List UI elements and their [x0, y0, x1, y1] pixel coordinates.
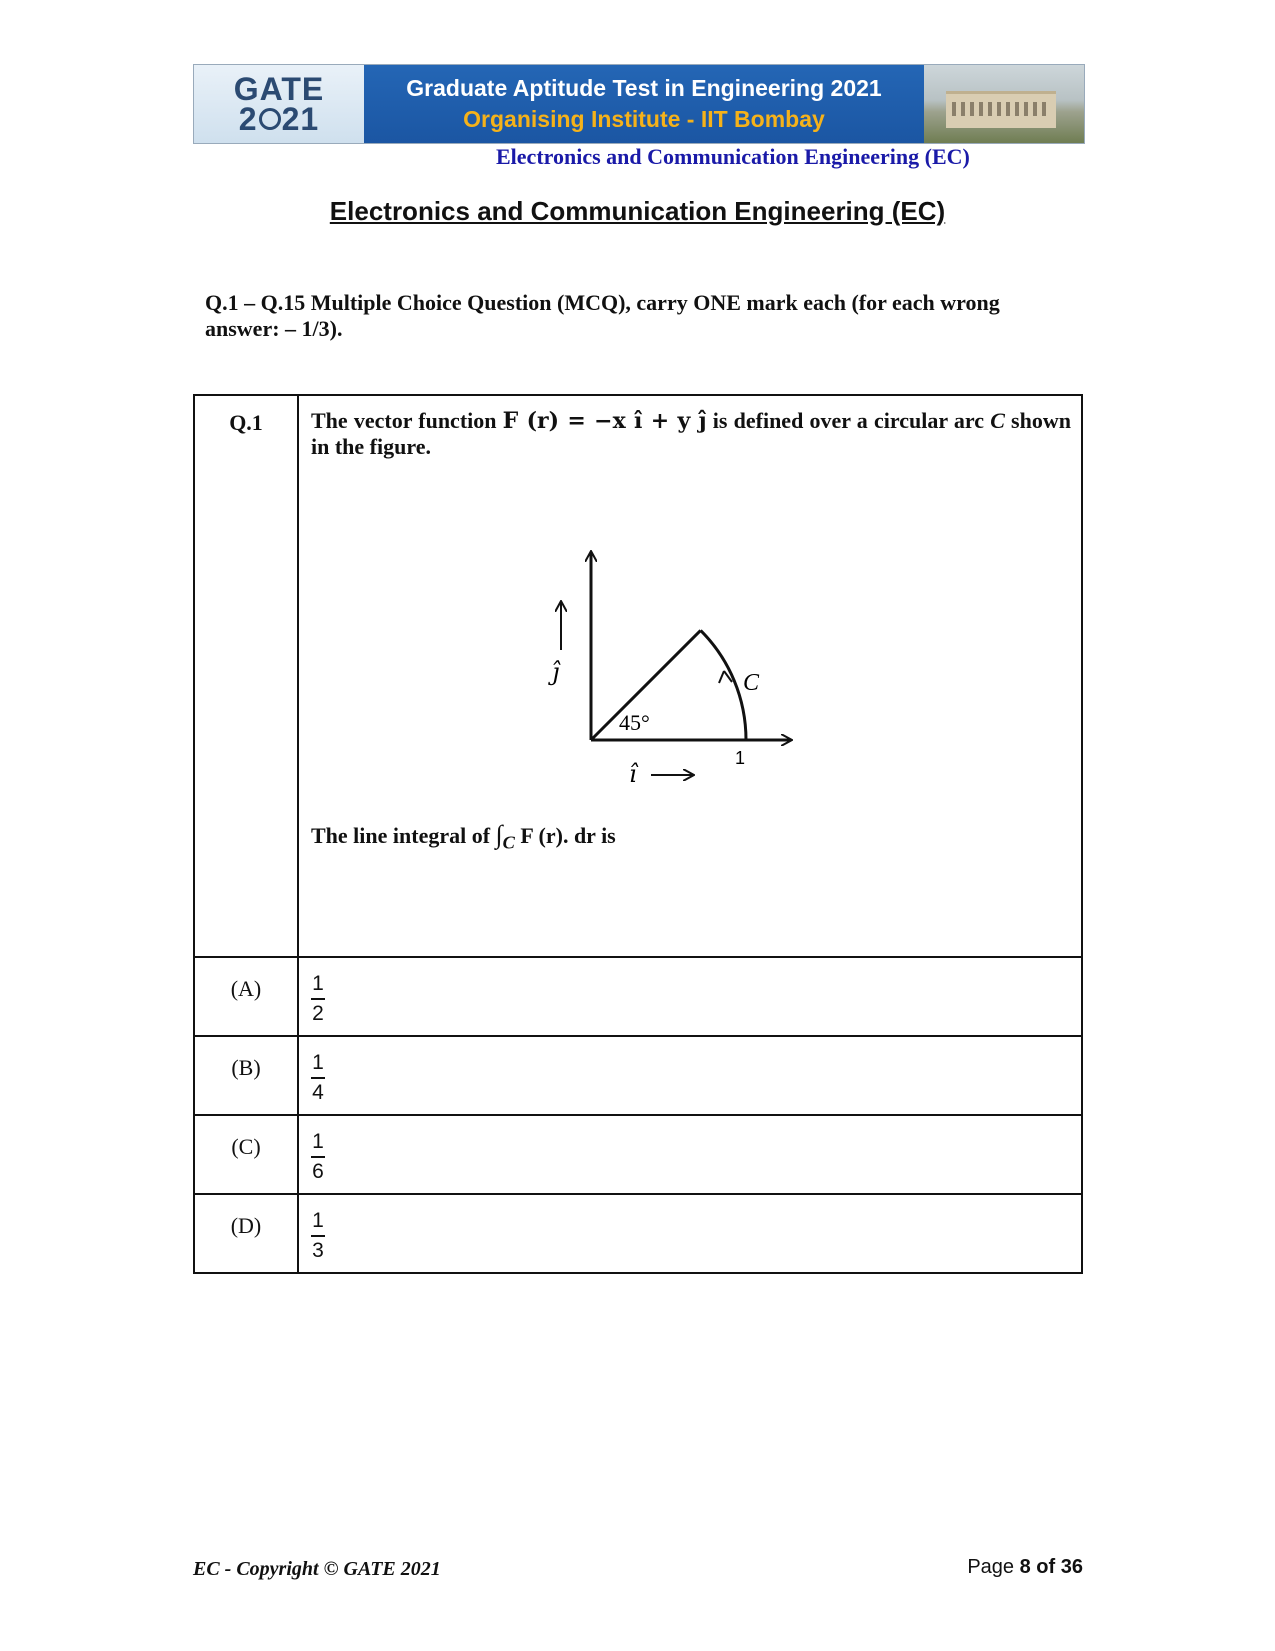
banner-title: Graduate Aptitude Test in Engineering 2021	[406, 75, 882, 101]
question-number: Q.1	[229, 410, 263, 435]
option-row	[194, 1194, 1082, 1273]
option-label: (B)	[194, 1036, 298, 1115]
option-row	[194, 957, 1082, 1036]
section-instructions: Q.1 – Q.15 Multiple Choice Question (MCQ), carry ONE mark each (for each wrong answer: – 1/3).	[205, 290, 1000, 341]
angle-label: 45°	[619, 710, 650, 735]
gate-logo	[194, 65, 364, 143]
option-label: (A)	[194, 957, 298, 1036]
footer-copyright: EC - Copyright © GATE 2021	[193, 1558, 441, 1580]
option-value	[298, 1115, 1082, 1194]
logo-word: GATE	[233, 70, 325, 107]
option-label: (C)	[194, 1115, 298, 1194]
arc-label: C	[743, 670, 760, 696]
logo-year-end: 21	[281, 101, 320, 137]
question-text: The vector function F (r) = −x î + y ĵ is defined over a circular arc C shown in the figure.	[311, 408, 1071, 459]
integral-subscript: C	[502, 832, 515, 853]
logo-year	[238, 101, 320, 137]
option-value	[298, 957, 1082, 1036]
radius-label: 1	[735, 748, 746, 768]
i-label: î	[629, 760, 637, 788]
campus-photo	[924, 65, 1084, 143]
banner-subtitle: Organising Institute - IIT Bombay	[463, 106, 825, 132]
arc-symbol: C	[990, 408, 1005, 433]
question-body	[298, 395, 1082, 957]
gate-banner	[193, 64, 1085, 144]
option-value	[298, 1036, 1082, 1115]
logo-year-start: 2	[238, 101, 258, 137]
fraction: $\frac{1}{2}$	[312, 972, 324, 1025]
fraction: $\frac{1}{3}$	[312, 1209, 324, 1262]
arc-c	[701, 630, 746, 740]
seal-icon	[259, 108, 281, 130]
option-row	[194, 1115, 1082, 1194]
banner-text	[364, 65, 924, 143]
integral-sign: ∫	[495, 820, 503, 849]
question-number-cell	[194, 395, 298, 957]
option-value	[298, 1194, 1082, 1273]
page-title: Electronics and Communication Engineering (EC)	[329, 196, 946, 226]
option-label: (D)	[194, 1194, 298, 1273]
fraction: $\frac{1}{4}$	[312, 1051, 324, 1104]
integral-body: F (r). dr	[514, 823, 602, 848]
fraction: $\frac{1}{6}$	[312, 1130, 324, 1183]
vector-expression: F (r) = −x î + y ĵ	[502, 408, 707, 434]
option-row	[194, 1036, 1082, 1115]
integral-prompt: The line integral of $\int_C$ F (r). dr is	[311, 820, 616, 853]
footer-page-number: Page 8 of 36	[967, 1556, 1083, 1578]
question-row	[194, 395, 1082, 957]
question-table	[193, 394, 1083, 1274]
vector-figure	[521, 530, 801, 790]
header-subject: Electronics and Communication Engineering (EC)	[496, 144, 970, 169]
j-label: ĵ	[552, 658, 560, 686]
